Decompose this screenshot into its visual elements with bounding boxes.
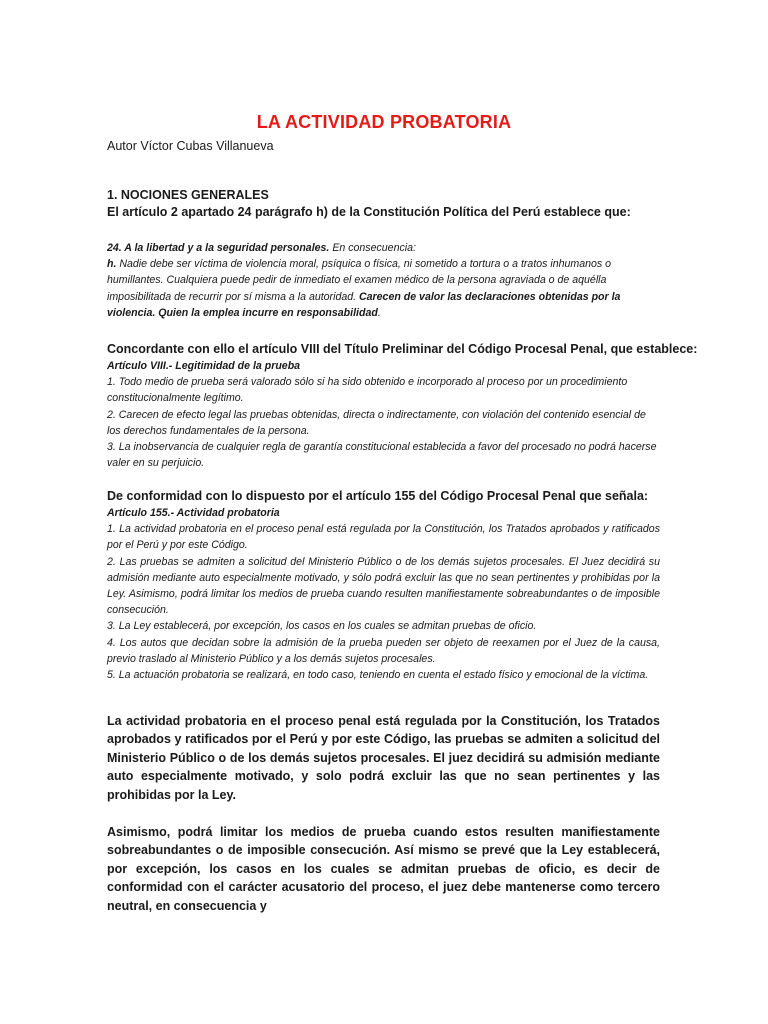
body-paragraph [107, 823, 660, 915]
section-intro: El artículo 2 apartado 24 parágrafo h) de la Constitución Política del Perú establece que: [107, 205, 631, 219]
article-title: Artículo VIII.- Legitimidad de la prueba [107, 360, 301, 372]
quote-label: 24. A la libertad y a la seguridad personales. [107, 242, 330, 254]
article-item: 3. La inobservancia de cualquier regla de garantía constitucional establecida a favor del procesado no podrá hacerse valer en su perjuicio. [107, 441, 657, 470]
author-line: Autor Víctor Cubas Villanueva [107, 139, 274, 153]
section-nociones-generales [107, 187, 660, 221]
quote-heading [107, 240, 660, 256]
quote-label-tail: En consecuencia: [329, 242, 416, 254]
article-item: 3. La Ley establecerá, por excepción, los casos en los cuales se admitan pruebas de oficio. [107, 620, 537, 633]
section-articulo-155 [107, 488, 660, 683]
section-articulo-viii [107, 341, 698, 471]
document-title: LA ACTIVIDAD PROBATORIA [256, 112, 512, 132]
quote-item-h [107, 256, 660, 321]
paragraph-text: La actividad probatoria en el proceso penal está regulada por la Constitución, los Tratados aprobados y ratificados por el Perú y por este Código, las pruebas se admiten a solicitud del Ministerio Público o de los demás sujetos procesales. El juez decidirá su admisión mediante auto especialmente motivado, y solo podrá excluir las que no sean pertinentes y las prohibidas por la Ley. [107, 714, 660, 802]
section-heading: 1. NOCIONES GENERALES [107, 188, 269, 202]
quote-item-text: Nadie debe ser víctima de violencia moral, psíquica o física, ni sometido a tortura o a tratos inhumanos o humillantes. Cualquiera puede pedir de inmediato el examen médico de la persona agraviada o de aquélla imposibilitada de recurrir por sí misma a la autoridad. [107, 258, 612, 303]
article-item: 4. Los autos que decidan sobre la admisión de la prueba pueden ser objeto de reexamen por el Juez de la causa, previo traslado al Ministerio Público y a los demás sujetos procesales. [107, 636, 660, 665]
section-intro: Concordante con ello el artículo VIII del Título Preliminar del Código Procesal Penal, que establece: [107, 342, 698, 356]
quote-item-end: . [377, 306, 381, 319]
quote-item-label: h. [107, 258, 117, 271]
constitution-quote [107, 240, 660, 321]
article-item: 2. Las pruebas se admiten a solicitud del Ministerio Público o de los demás sujetos procesales. El Juez decidirá su admisión mediante auto especialmente motivado, y sólo podrá excluir las que no sean pertinentes y prohibidas por la Ley. Asimismo, podrá limitar los medios de prueba cuando resulten manifiestamente sobreabundantes o de imposible consecución. [107, 555, 660, 617]
article-title: Artículo 155.- Actividad probatoria [107, 507, 280, 519]
article-item: 5. La actuación probatoria se realizará, en todo caso, teniendo en cuenta el estado físico y emocional de la víctima. [107, 669, 649, 682]
article-item: 2. Carecen de efecto legal las pruebas obtenidas, directa o indirectamente, con violación del contenido esencial de los derechos fundamentales de la persona. [107, 408, 646, 437]
quote-item-bold: Carecen de valor las declaraciones obtenidas por la violencia. Quien la emplea incurre en responsabilidad [107, 290, 621, 319]
section-intro: De conformidad con lo dispuesto por el artículo 155 del Código Procesal Penal que señala: [107, 489, 649, 503]
paragraph-text: Asimismo, podrá limitar los medios de prueba cuando estos resulten manifiestamente sobreabundantes o de imposible consecución. Así mismo se prevé que la Ley establecerá, por excepción, los casos en los cuales se admitan pruebas de oficio, es decir de conformidad con el carácter acusatorio del proceso, el juez debe mantenerse como tercero neutral, en consecuencia y [107, 825, 660, 913]
article-item: 1. La actividad probatoria en el proceso penal está regulada por la Constitución, los Tratados aprobados y ratificados por el Perú y por este Código. [107, 523, 660, 552]
body-paragraph [107, 712, 660, 804]
article-item: 1. Todo medio de prueba será valorado sólo si ha sido obtenido e incorporado al proceso por un procedimiento constitucionalmente legítimo. [107, 376, 628, 405]
